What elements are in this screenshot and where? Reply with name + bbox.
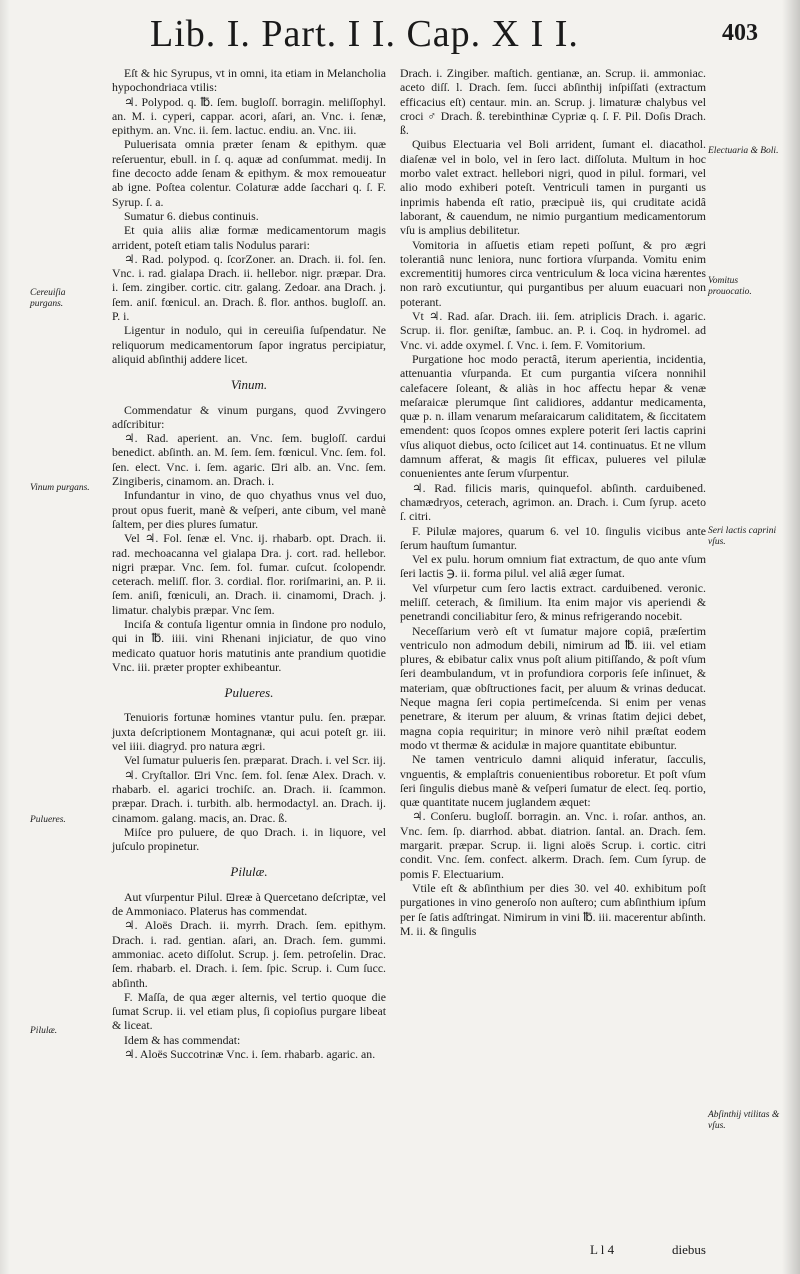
margin-note-absinthij: Abſinthij vtilitas & vſus. xyxy=(708,1110,780,1131)
paragraph: Et quia aliis aliæ formæ medicamentorum magis arrident, poteſt etiam talis Nodulus parari: xyxy=(112,223,386,252)
paragraph: Vel vſurpetur cum ſero lactis extract. carduibened. veronic. meliſſ. ceterach, & ſimilium. Ita enim major vis aperiendi & penetrandi conciliabitur ſero, & minus refrigerando nocebit. xyxy=(400,580,706,624)
margin-note-electuaria: Electuaria & Boli. xyxy=(708,146,779,156)
recipe: ♃. Rad. aperient. an. Vnc. ſem. bugloſſ. cardui benedict. abſinth. an. M. ſem. ſem. fœnicul. Vnc. ſem. fol. ſen. elect. Vnc. i. ſem. agaric. ⊡ri alb. an. Vnc. ſem. Zingiberis, cinamom. an. Drach. i. xyxy=(112,431,386,489)
margin-note-pilulae: Pilulæ. xyxy=(30,1026,58,1036)
paragraph: Commendatur & vinum purgans, quod Zvvingero adſcribitur: xyxy=(112,402,386,431)
paragraph: Vtile eſt & abſinthium per dies 30. vel 40. exhibitum poſt purgationes in vino generoſo non auſtero; cum abſinthium ipſum per ſe ſatis adſtringat. Nimirum in vini ℔. iii. macerentur abſinth. M. ii. & ſingulis xyxy=(400,880,706,938)
right-column xyxy=(400,66,706,938)
paragraph: Eſt & hic Syrupus, vt in omni, ita etiam in Melancholia hypochondriaca vtilis: xyxy=(112,66,386,95)
left-column xyxy=(112,66,386,1061)
recipe: ♃. Cryſtallor. ⊡ri Vnc. ſem. fol. ſenæ Alex. Drach. v. rhabarb. el. agarici trochiſc. an. Drach. ii. ſcammon. præpar. Drach. i. turbith. alb. hermodactyl. an. Drach. ij. cinamom. galang. macis, an. Drac. ß. xyxy=(112,767,386,825)
margin-note-seri: Seri lactis caprini vſus. xyxy=(708,526,777,547)
page-gutter-shadow xyxy=(0,0,10,1274)
paragraph: F. Maſſa, de qua æger alternis, vel tertio quoque die ſumat Scrup. ii. vel etiam plus, ſi copioſius purgare libeat & liceat. xyxy=(112,989,386,1033)
catchword: diebus xyxy=(672,1242,706,1257)
recipe: ♃. Polypod. q. ℔. ſem. bugloſſ. borragin. meliſſophyl. an. M. i. cyperi, cappar. acori, aſari, an. Vnc. i. ſenæ, epithym. an. Vnc. ii. ſem. lactuc. endiu. an. Vnc. iii. xyxy=(112,94,386,138)
margin-note-vomitus: Vomitus prouocatio. xyxy=(708,276,752,297)
paragraph: Aut vſurpentur Pilul. ⊡reæ à Quercetano deſcriptæ, vel de Ammoniaco. Platerus has commendat. xyxy=(112,889,386,919)
recipe: ♃. Conſeru. bugloſſ. borragin. an. Vnc. i. roſar. anthos, an. Vnc. ſem. ſp. diarrhod. abbat. diatrion. ſantal. an. Drach. ſem. margarit. præpar. Scrup. ii. ligni aloës Scrup. i. cortic. citri condit. Vnc. ſem. confect. alkerm. Drach. ſem. Cum ſyrup. de pomis F. Electuarium. xyxy=(400,809,706,881)
section-heading-pulueres: Pulueres. xyxy=(224,685,274,701)
paragraph: Drach. i. Zingiber. maſtich. gentianæ, an. Scrup. ii. ammoniac. aceto diſſ. l. Drach. ſem. ſucci abſinthij inſpiſſati (extractum efficacius eſt) centaur. min. an. Scrup. j. limaturæ chalybus vel croci ♂ Drach. ß. terebinthinæ Cypriæ q. ſ. F. Pil. Doſis Drach. ß. xyxy=(400,66,706,138)
recipe: Vel ♃. Fol. ſenæ el. Vnc. ij. rhabarb. opt. Drach. ii. rad. mechoacanna vel gialapa Dra. j. cort. rad. hellebor. nigri præpar. Vnc. ſem. fol. fumar. cuſcut. ſcolopendr. ceterach. meliſſ. flor. 3. cordial. flor. roriſmarini, an. P. ii. ſem. aniſi, fœniculi, an. Drach. ii. cinamomi, Drach. j. limatur. chalybis præpar. Vnc ſem. xyxy=(112,531,386,617)
paragraph: F. Pilulæ majores, quarum 6. vel 10. ſingulis vicibus ante ſerum hauſtum ſumantur. xyxy=(400,523,706,552)
paragraph: Inciſa & contuſa ligentur omnia in ſindone pro nodulo, qui in ℔. iiii. vini Rhenani injiciatur, de quo vino medicato quatuor horis matutinis ante prandium quotidie Vnc. iii. præter propter exhibeantur. xyxy=(112,616,386,674)
recipe: ♃. Rad. polypod. q. ſcorZoner. an. Drach. ii. fol. ſen. Vnc. i. rad. gialapa Drach. ii. hellebor. nigr. præpar. Dra. i. ſem. zingiber. cortic. citr. galang. Zedoar. ana Drach. j. ſem. aniſ. fœnicul. an. Drach. ß. flor. anthos. bugloſſ. an. P. i. xyxy=(112,251,386,324)
paragraph: Vel ex pulu. horum omnium fiat extractum, de quo ante vſum ſeri lactis ℈. ii. forma pilul. vel aliâ æger ſumat. xyxy=(400,552,706,581)
paragraph: Ne tamen ventriculo damni aliquid inferatur, ſacculis, vnguentis, & emplaſtris conuenientibus roboretur. Et poſt vſum ſeri ſingulis diebus manè & veſperi ſumatur de elect. ſeq. portio, quæ quantitate nucem juglandem æquet: xyxy=(400,752,706,810)
page-edge-shadow xyxy=(782,0,800,1274)
signature-mark: L l 4 xyxy=(590,1242,615,1257)
recipe: ♃. Aloës Drach. ii. myrrh. Drach. ſem. epithym. Drach. i. rad. gentian. aſari, an. Drach. ſem. gummi. ammoniac. aceto diſſolut. Scrup. j. ſem. petroſelin. Drac. ſem. rhabarb. el. Drach. i. ſem. ſpic. Scrup. i. Cum ſucc. abſinth. xyxy=(112,918,386,990)
paragraph: Purgatione hoc modo peractâ, iterum aperientia, incidentia, attenuantia vſurpanda. Et cum purgantia viſcera nonnihil calefacere ſoleant, & aliàs in hoc affectu hepar & venæ meſaraicæ plerumque ſint calidiores, addantur medicamenta, quæ p. n. illam venarum meſaraicarum caliditatem, & ſiccitatem emendent: quos ſcopos omnes explere poterit ſeri lactis caprini vſus aliquot diebus, octo ſcilicet aut 14. continuatus. Et ne vllum damnum afferat, & magis ſit efficax, pulueres vel pilulæ conuenientes ante ſerum vſurpentur. xyxy=(400,351,706,481)
paragraph: Puluerisata omnia præter ſenam & epithym. quæ reſeruentur, ebull. in ſ. q. aquæ ad conſummat. medij. In fine decocto adde ſenam & epithym. & mox remoueatur ab igne. Poſtea colentur. Colaturæ adde ſacchari q. ſ. F. Syrup. ſ. a. xyxy=(112,137,386,209)
section-heading-vinum: Vinum. xyxy=(230,377,268,393)
page-number: 403 xyxy=(722,20,758,46)
paragraph: Miſce pro puluere, de quo Drach. i. in liquore, vel juſculo propinetur. xyxy=(112,824,386,854)
paragraph: Vel ſumatur pulueris ſen. præparat. Drach. i. vel Scr. iij. xyxy=(124,753,386,768)
paragraph: Tenuioris fortunæ homines vtantur pulu. ſen. præpar. juxta deſcriptionem Montagnanæ, qui acui poteſt gr. iii. vel iiii. diagryd. pro natura ægri. xyxy=(112,710,386,754)
section-heading-pilulae: Pilulæ. xyxy=(230,864,268,880)
recipe: ♃. Rad. filicis maris, quinquefol. abſinth. carduibened. chamædryos, ceterach, agrimon. an. Drach. i. Cum ſyrup. aceto ſ. citri. xyxy=(400,480,706,524)
recipe: ♃. Aloës Succotrinæ Vnc. i. ſem. rhabarb. agaric. an. xyxy=(124,1047,376,1061)
paragraph: Quibus Electuaria vel Boli arrident, ſumant el. diacathol. diaſenæ vel in bolo, vel in ſero lact. diſſoluta. Multum in hoc morbo valet extract. hellebori nigri, quod in pilul. formari, vel alio modo exhiberi poteſt. Ventriculi tamen in purganti us inprimis habenda eſt ratio, præcipuè iis, qui cruditate acidâ laborant, & cauendum, ne nimio purgantium medicamentorum vſu is amplius debilitetur. xyxy=(400,137,706,238)
margin-note-vinum: Vinum purgans. xyxy=(30,483,90,493)
margin-note-pulueres: Pulueres. xyxy=(30,815,66,825)
paragraph: Neceſſarium verò eſt vt ſumatur majore copiâ, præſertim ventriculo non admodum debili, nimirum ad ℔. iii. vel etiam plures, & ebibatur calix vnus poſt alium pitiſſando, & poſt vſum ſeri deambulandum, vt in profundiora corporis ſeſe inſinuet, & materiam, quæ obſtructiones facit, per aluum & vrinas deducat. Neque magna ſeri copia pertimeſcenda. Si enim per venas penetrare, & iterum per aluum, & vrinas ſtatim dejici debet, magna copia requiritur; in minore verò nihil præſtat eodem modo vt thermæ & acidulæ in majore quantitate ebibuntur. xyxy=(400,623,706,752)
paragraph: Vomitoria in aſſuetis etiam repeti poſſunt, & pro ægri tolerantiâ nunc leniora, nunc fortiora vſurpanda. Vomitu enim excrementitij humores circa ventriculum & loca vicina hærentes non rarò excutiuntur, qui purgantibus per aluum euacuari non poterant. xyxy=(400,237,706,309)
margin-note-cereuisia: Cereuiſia purgans. xyxy=(30,288,66,309)
paragraph: Sumatur 6. diebus continuis. xyxy=(124,208,259,223)
paragraph: Ligentur in nodulo, qui in cereuiſia ſuſpendatur. Ne reliquorum medicamentorum ſapor ingratus percipiatur, aliquid abſinthij addere licet. xyxy=(112,323,386,366)
recipe: Vt ♃. Rad. aſar. Drach. iii. ſem. atriplicis Drach. i. agaric. Scrup. ii. flor. geniſtæ, ſambuc. an. P. i. Coq. in hydromel. ad Vnc. vi. adde oxymel. ſ. Vnc. i. ſem. F. Vomitorium. xyxy=(400,309,706,352)
running-header xyxy=(0,12,800,64)
paragraph: Idem & has commendat: xyxy=(124,1032,241,1047)
paragraph: Infundantur in vino, de quo chyathus vnus vel duo, prout opus fuerit, manè & veſperi, ante cibum, vel manè ſaltem, per dies plures ſumatur. xyxy=(112,488,386,531)
running-title: Lib. I. Part. I I. Cap. X I I. xyxy=(150,13,579,55)
